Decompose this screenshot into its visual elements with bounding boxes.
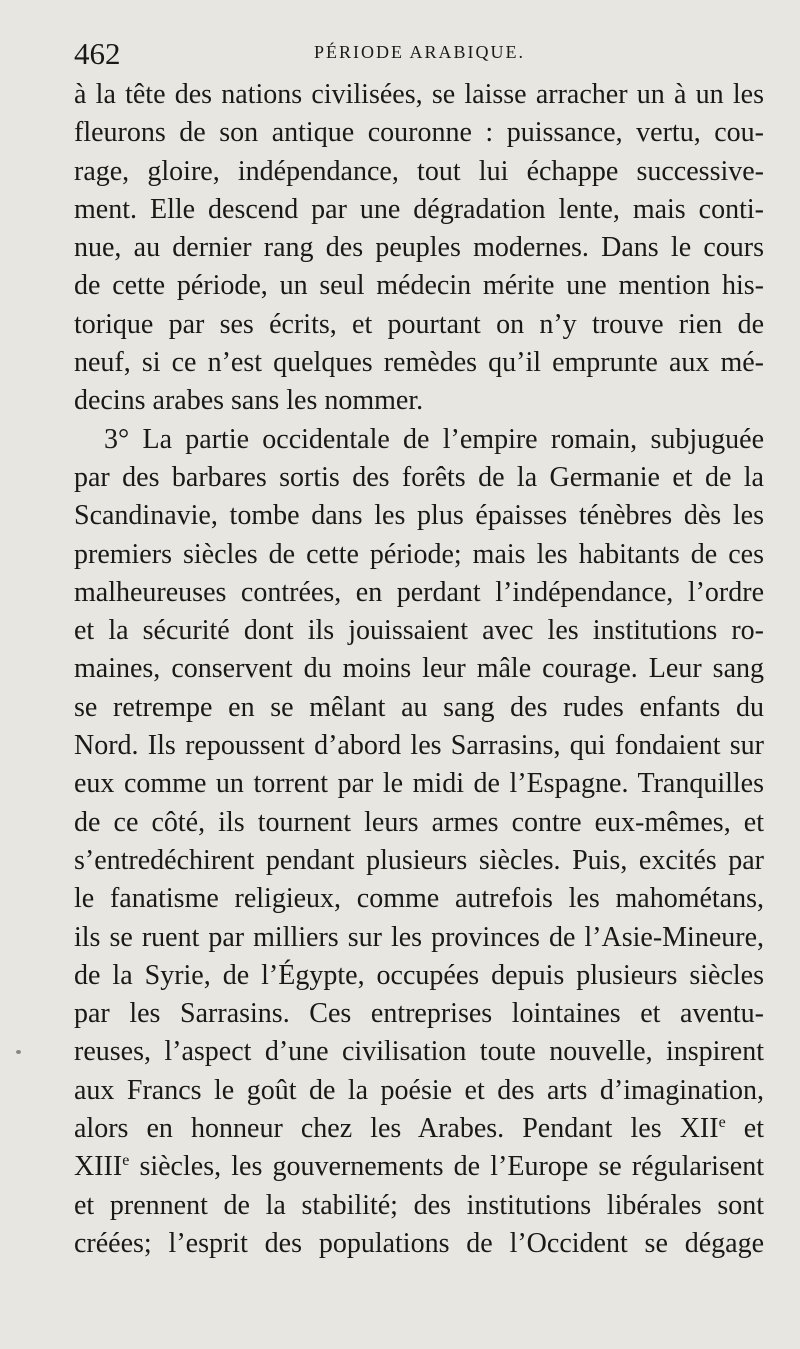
text-line: s’entredéchirent pendant plusieurs siècles. Puis, excités par: [74, 844, 764, 876]
text-line: de la Syrie, de l’Égypte, occupées depuis plusieurs siècles: [74, 959, 764, 991]
text-line: torique par ses écrits, et pourtant on n’y trouve rien de: [74, 308, 764, 340]
text-line: aux Francs le goût de la poésie et des arts d’imagination,: [74, 1074, 764, 1106]
text-line: fleurons de son antique couronne : puissance, vertu, cou-: [74, 117, 764, 149]
text-line: par les Sarrasins. Ces entreprises lointaines et aventu-: [74, 998, 764, 1030]
page-number: 462: [74, 36, 121, 71]
text-line: et la sécurité dont ils jouissaient avec les institutions ro-: [74, 615, 764, 647]
text-line: de ce côté, ils tournent leurs armes contre eux-mêmes, et: [74, 806, 764, 838]
text-line: alors en honneur chez les Arabes. Pendant les XIIe et: [74, 1113, 764, 1145]
text-line: 3° La partie occidentale de l’empire romain, subjuguée: [104, 423, 764, 455]
paragraph-1: [74, 76, 764, 421]
text-line: ils se ruent par milliers sur les provinces de l’Asie-Mineure,: [74, 921, 764, 953]
text-line: et prennent de la stabilité; des institutions libérales sont: [74, 1189, 764, 1221]
text-line: ment. Elle descend par une dégradation lente, mais conti-: [74, 193, 764, 225]
text-line: decins arabes sans les nommer.: [74, 385, 424, 417]
text-line: se retrempe en se mêlant au sang des rudes enfants du: [74, 691, 764, 723]
margin-speck: [16, 1050, 21, 1054]
text-line: Scandinavie, tombe dans les plus épaisses ténèbres dès les: [74, 500, 764, 532]
text-line: neuf, si ce n’est quelques remèdes qu’il emprunte aux mé-: [74, 347, 764, 379]
text-line: maines, conservent du moins leur mâle courage. Leur sang: [74, 653, 764, 685]
paragraph-2: [74, 421, 764, 1264]
text-line: XIIIe siècles, les gouvernements de l’Europe se régularisent: [74, 1151, 764, 1183]
text-line: Nord. Ils repoussent d’abord les Sarrasins, qui fondaient sur: [74, 730, 764, 762]
text-line: nue, au dernier rang des peuples modernes. Dans le cours: [74, 232, 764, 264]
text-line: créées; l’esprit des populations de l’Occident se dégage: [74, 1227, 764, 1259]
running-head: PÉRIODE ARABIQUE.: [314, 42, 526, 62]
text-line: par des barbares sortis des forêts de la Germanie et de la: [74, 461, 764, 493]
text-line: premiers siècles de cette période; mais les habitants de ces: [74, 538, 764, 570]
text-line: eux comme un torrent par le midi de l’Espagne. Tranquilles: [74, 768, 764, 800]
text-line: reuses, l’aspect d’une civilisation toute nouvelle, inspirent: [74, 1036, 764, 1068]
text-line: le fanatisme religieux, comme autrefois les mahométans,: [74, 883, 764, 915]
text-line: rage, gloire, indépendance, tout lui échappe successive-: [74, 155, 764, 187]
text-line: malheureuses contrées, en perdant l’indépendance, l’ordre: [74, 576, 764, 608]
text-line: de cette période, un seul médecin mérite une mention his-: [74, 270, 764, 302]
body-text: [74, 76, 764, 1263]
text-line: à la tête des nations civilisées, se laisse arracher un à un les: [74, 79, 764, 110]
page-header: [74, 34, 764, 74]
